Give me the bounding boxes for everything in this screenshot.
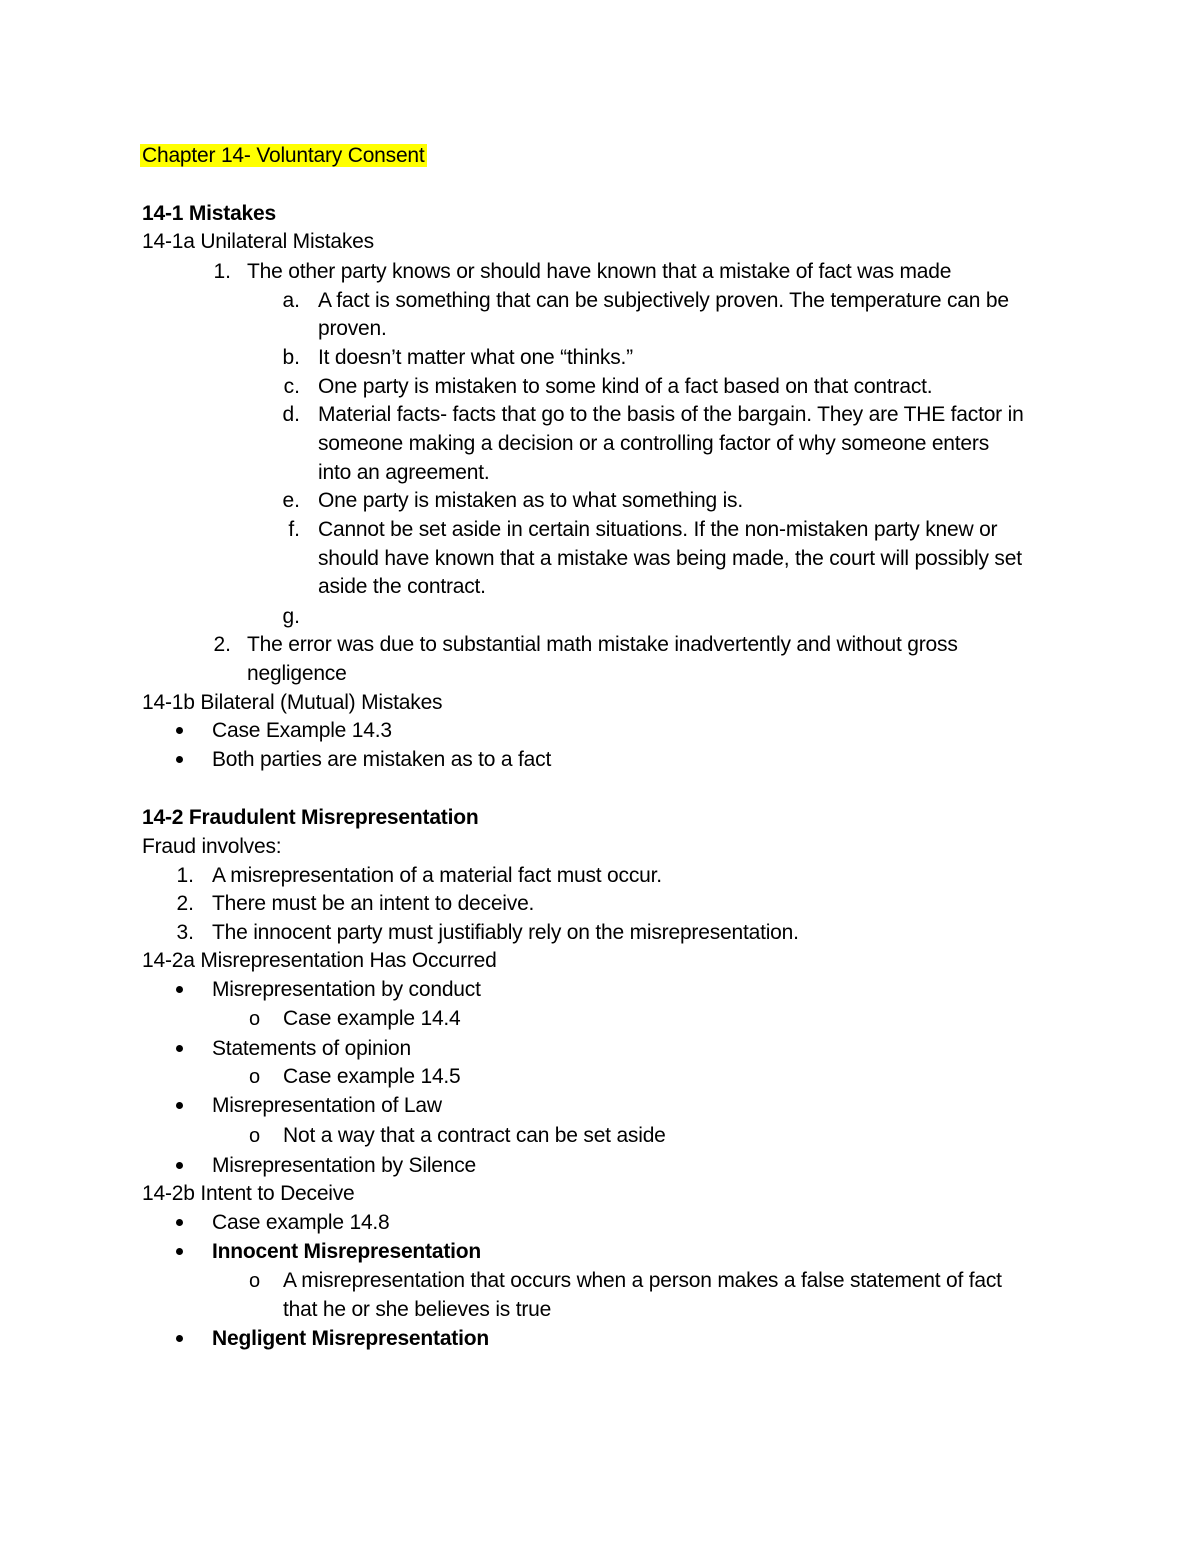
list-item: It doesn’t matter what one “thinks.” (318, 346, 633, 369)
bullet-item: Negligent Misrepresentation (212, 1327, 489, 1350)
list-item: A fact is something that can be subjectively proven. The temperature can be (318, 289, 1009, 312)
list-marker: b. (282, 346, 300, 369)
list-marker: c. (283, 375, 300, 398)
paragraph: Fraud involves: (142, 835, 282, 858)
list-item-continued: someone making a decision or a controlling factor of why someone enters (318, 432, 989, 455)
subsection-14-2a: 14-2a Misrepresentation Has Occurred (142, 949, 497, 972)
sub-bullet-item: Not a way that a contract can be set aside (283, 1124, 666, 1147)
list-item: Cannot be set aside in certain situations. If the non-mistaken party knew or (318, 518, 998, 541)
circle-bullet-icon: o (249, 1125, 261, 1147)
document-title (142, 142, 427, 170)
bullet-item: Statements of opinion (212, 1037, 411, 1060)
bullet-icon (176, 1248, 183, 1255)
bullet-icon (176, 1045, 183, 1052)
list-marker: d. (282, 403, 300, 426)
list-marker: f. (288, 518, 300, 541)
subsection-14-1a: 14-1a Unilateral Mistakes (142, 230, 374, 253)
subsection-14-2b: 14-2b Intent to Deceive (142, 1182, 355, 1205)
list-item: The other party knows or should have known that a mistake of fact was made (247, 260, 952, 283)
list-marker: a. (282, 289, 300, 312)
bullet-icon (176, 1102, 183, 1109)
list-item: One party is mistaken to some kind of a fact based on that contract. (318, 375, 933, 398)
bullet-item: Case example 14.8 (212, 1211, 390, 1234)
sub-bullet-item: Case example 14.5 (283, 1065, 461, 1088)
bullet-icon (176, 1335, 183, 1342)
list-item-continued: proven. (318, 317, 387, 340)
bullet-icon (176, 1219, 183, 1226)
list-marker: 1. (213, 260, 231, 283)
section-heading-14-1: 14-1 Mistakes (142, 202, 276, 225)
list-item: The error was due to substantial math mistake inadvertently and without gross (247, 633, 958, 656)
list-item-continued: aside the contract. (318, 575, 486, 598)
list-marker: 2. (213, 633, 231, 656)
circle-bullet-icon: o (249, 1270, 261, 1292)
list-item: One party is mistaken as to what something is. (318, 489, 743, 512)
list-item: Material facts- facts that go to the basis of the bargain. They are THE factor in (318, 403, 1024, 426)
list-item: A misrepresentation of a material fact must occur. (212, 864, 662, 887)
bullet-item: Both parties are mistaken as to a fact (212, 748, 552, 771)
list-marker: g. (282, 605, 300, 628)
circle-bullet-icon: o (249, 1066, 261, 1088)
bullet-item: Misrepresentation by conduct (212, 978, 481, 1001)
list-item-continued: negligence (247, 662, 347, 685)
bullet-item: Misrepresentation by Silence (212, 1154, 477, 1177)
bullet-icon (176, 1162, 183, 1169)
subsection-14-1b: 14-1b Bilateral (Mutual) Mistakes (142, 691, 443, 714)
circle-bullet-icon: o (249, 1008, 261, 1030)
bullet-icon (176, 727, 183, 734)
list-item-continued: into an agreement. (318, 461, 490, 484)
bullet-item: Misrepresentation of Law (212, 1094, 442, 1117)
bullet-item: Case Example 14.3 (212, 719, 392, 742)
bullet-item: Innocent Misrepresentation (212, 1240, 482, 1263)
sub-bullet-item-continued: that he or she believes is true (283, 1298, 552, 1321)
list-item: The innocent party must justifiably rely on the misrepresentation. (212, 921, 799, 944)
list-marker: e. (282, 489, 300, 512)
sub-bullet-item: A misrepresentation that occurs when a person makes a false statement of fact (283, 1269, 1002, 1292)
list-marker: 3. (176, 921, 194, 944)
title-highlight: Chapter 14- Voluntary Consent (142, 144, 425, 167)
list-item-continued: should have known that a mistake was being made, the court will possibly set (318, 547, 1022, 570)
bullet-icon (176, 756, 183, 763)
section-heading-14-2: 14-2 Fraudulent Misrepresentation (142, 806, 479, 829)
list-marker: 2. (176, 892, 194, 915)
sub-bullet-item: Case example 14.4 (283, 1007, 461, 1030)
bullet-icon (176, 986, 183, 993)
list-item: There must be an intent to deceive. (212, 892, 535, 915)
list-marker: 1. (176, 864, 194, 887)
